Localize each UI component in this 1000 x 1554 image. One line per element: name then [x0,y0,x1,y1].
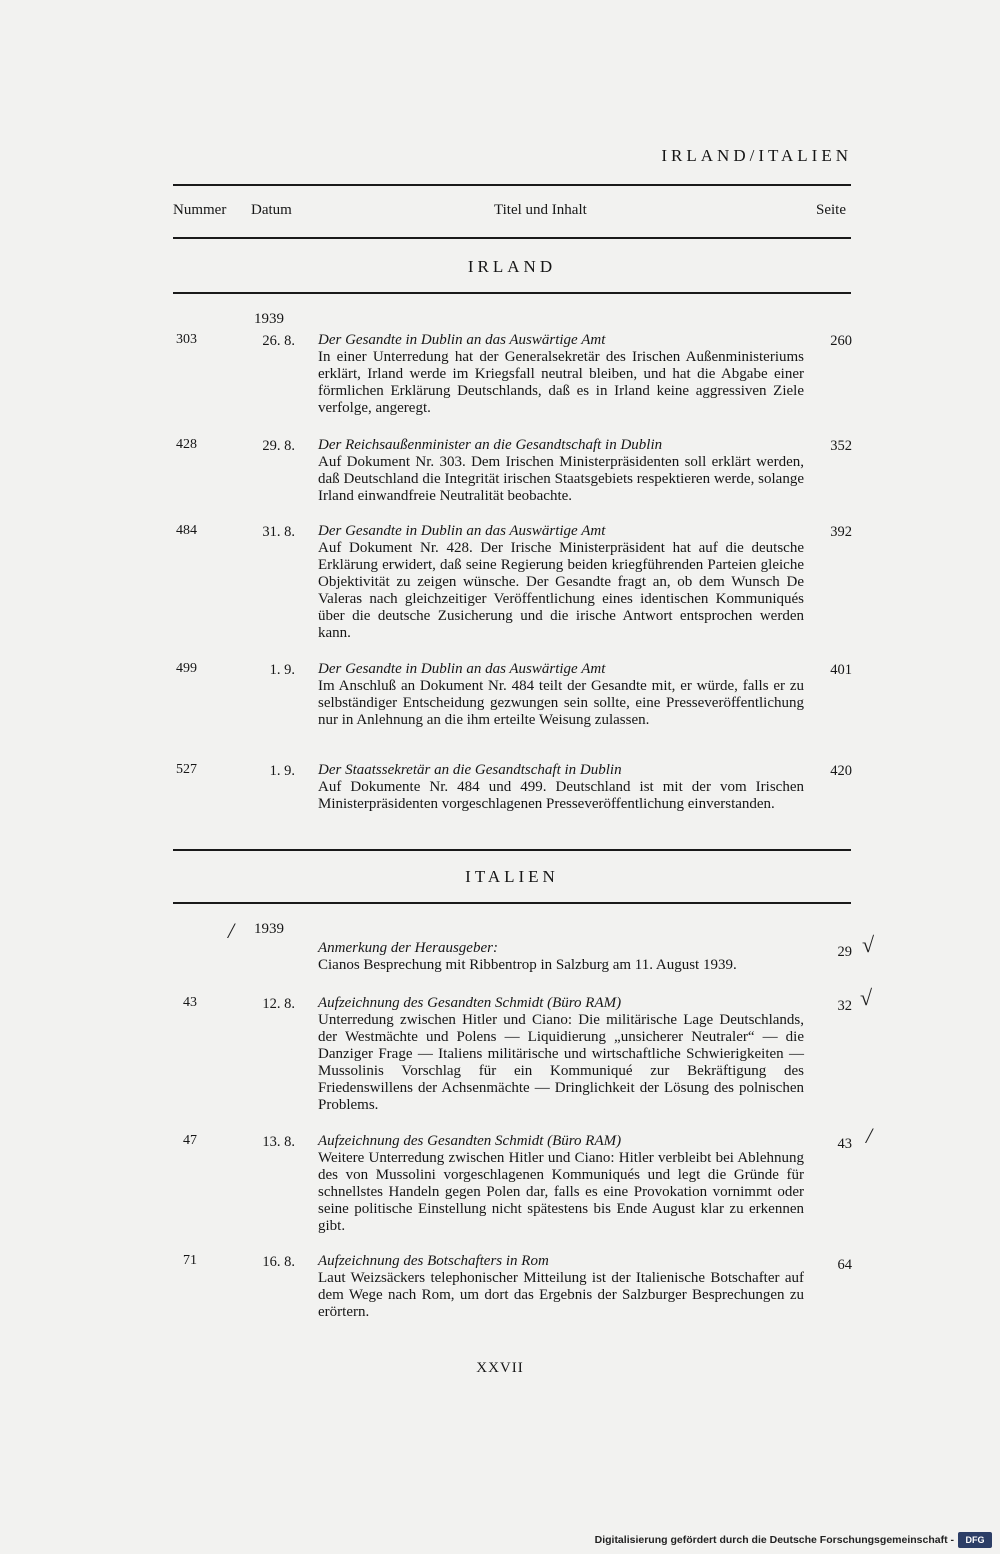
entry-text: Im Anschluß an Dokument Nr. 484 teilt der Gesandte mit, er würde, falls er zu selbständiger Entscheidung gezwungen sein sollte, eine Presseveröffentlichung nur in Anlehnung an die ihm erteilte Weisung zulassen. [318,678,804,728]
column-header-titel: Titel und Inhalt [494,202,587,218]
entry-text: Cianos Besprechung mit Ribbentrop in Salzburg am 11. August 1939. [318,957,737,973]
entry-text: Auf Dokument Nr. 428. Der Irische Ministerpräsident hat auf die deutsche Erklärung erwidert, daß seine Regierung beiden kriegführenden Parteien gleiche Objektivität zu zeigen wünsche. Der Gesandte fragt an, ob dem Wunsch De Valeras nach gleichzeitiger Veröffentlichung eines identischen Kommuniqués über die deutsche Zusicherung und die irische Antwort entsprochen werden kann. [318,540,804,641]
entry-text: Auf Dokument Nr. 303. Dem Irischen Ministerpräsidenten soll erklärt werden, daß Deutschland die Integrität irischen Staatsgebiets respektieren werde, solange Irland einwandfreie Neutralität beobachte. [318,454,804,504]
entry-title: Aufzeichnung des Botschafters in Rom [318,1253,549,1269]
entry-number: 499 [176,661,197,676]
section-title-irland: IRLAND [467,257,557,276]
entry-page: 260 [830,333,852,349]
entry-title: Der Gesandte in Dublin an das Auswärtige Amt [318,332,606,348]
entry-date: 26. 8. [262,333,295,349]
header-rule [173,237,851,239]
column-header-seite: Seite [816,202,846,218]
section-rule-italien [173,902,851,904]
entry-date: 1. 9. [269,763,295,779]
entry-number: 428 [176,437,197,452]
entry-title: Anmerkung der Herausgeber: [318,940,498,956]
entry-text: Laut Weizsäckers telephonischer Mitteilung ist der Italienische Botschafter auf dem Wege nach Rom, um dort das Ergebnis der Salzburger Besprechungen zu erörtern. [318,1270,804,1320]
entry-page: 392 [830,524,852,540]
entry-title: Der Gesandte in Dublin an das Auswärtige Amt [318,661,606,677]
entry-number: 303 [176,332,197,347]
handwritten-check-mark: / [866,1123,873,1148]
entry-page: 401 [830,662,852,678]
entry-page: 420 [830,763,852,779]
entry-date: 29. 8. [262,438,295,454]
entry-number: 71 [183,1253,197,1268]
column-header-nummer: Nummer [173,202,227,218]
entry-text: Unterredung zwischen Hitler und Ciano: Die militärische Lage Deutschlands, der Westmächte und Polens — Liquidierung „unsicherer Neutraler“ — die Danziger Frage — Italiens militärische und wirtschaftliche Schwierigkeiten — Mussolinis Vorschlag für ein Kommuniqué zur Bekräftigung des Friedenswillens der Achsenmächte — Dringlichkeit der Lösung des polnischen Problems. [318,1012,804,1113]
entry-number: 47 [183,1133,197,1148]
digitization-credit: Digitalisierung gefördert durch die Deutsche Forschungsgemeinschaft - [594,1534,954,1546]
entry-title: Aufzeichnung des Gesandten Schmidt (Büro RAM) [318,995,622,1011]
running-header: IRLAND/ITALIEN [661,146,852,165]
year-label: 1939 [254,311,284,327]
entry-title: Der Gesandte in Dublin an das Auswärtige Amt [318,523,606,539]
handwritten-check-mark: √ [862,932,875,957]
section-rule-top-italien [173,849,851,851]
entry-title: Der Reichsaußenminister an die Gesandtschaft in Dublin [318,437,663,453]
entry-page: 29 [837,944,852,960]
entry-title: Aufzeichnung des Gesandten Schmidt (Büro RAM) [318,1133,622,1149]
entry-date: 12. 8. [262,996,295,1012]
top-rule [173,184,851,186]
page-number: XXVII [476,1360,524,1376]
section-title-italien: ITALIEN [465,867,559,886]
handwritten-check-mark: / [228,918,235,943]
entry-page: 64 [837,1257,852,1273]
entry-text: In einer Unterredung hat der Generalsekretär des Irischen Außenministeriums erklärt, Irland werde im Kriegsfall neutral bleiben, und hat die Abgabe einer förmlichen Erklärung Deutschlands, daß es in Irland keine aggressiven Ziele verfolge, angeregt. [318,349,804,416]
column-header-datum: Datum [251,202,292,218]
entry-date: 31. 8. [262,524,295,540]
year-label: 1939 [254,921,284,937]
entry-number: 43 [183,995,197,1010]
entry-number: 527 [176,762,197,777]
entry-date: 16. 8. [262,1254,295,1270]
entry-page: 32 [837,998,852,1014]
entry-date: 13. 8. [262,1134,295,1150]
entry-number: 484 [176,523,197,538]
entry-title: Der Staatssekretär an die Gesandtschaft in Dublin [318,762,622,778]
dfg-logo: DFG [958,1532,992,1548]
entry-page: 352 [830,438,852,454]
entry-page: 43 [837,1136,852,1152]
entry-text: Weitere Unterredung zwischen Hitler und Ciano: Hitler verbleibt bei Ablehnung des von Mussolini vorgeschlagenen Kommuniqués und legt die Gründe für schnellstes Handeln gegen Polen dar, falls es eine Provokation vornimmt oder seine politische Einstellung nicht spätestens bis Ende August klar zu erkennen gibt. [318,1150,804,1234]
section-rule-irland [173,292,851,294]
entry-date: 1. 9. [269,662,295,678]
handwritten-check-mark: √ [860,985,873,1010]
entry-text: Auf Dokumente Nr. 484 und 499. Deutschland ist mit der vom Irischen Ministerpräsidenten vorgeschlagenen Presseveröffentlichung einverstanden. [318,779,804,812]
